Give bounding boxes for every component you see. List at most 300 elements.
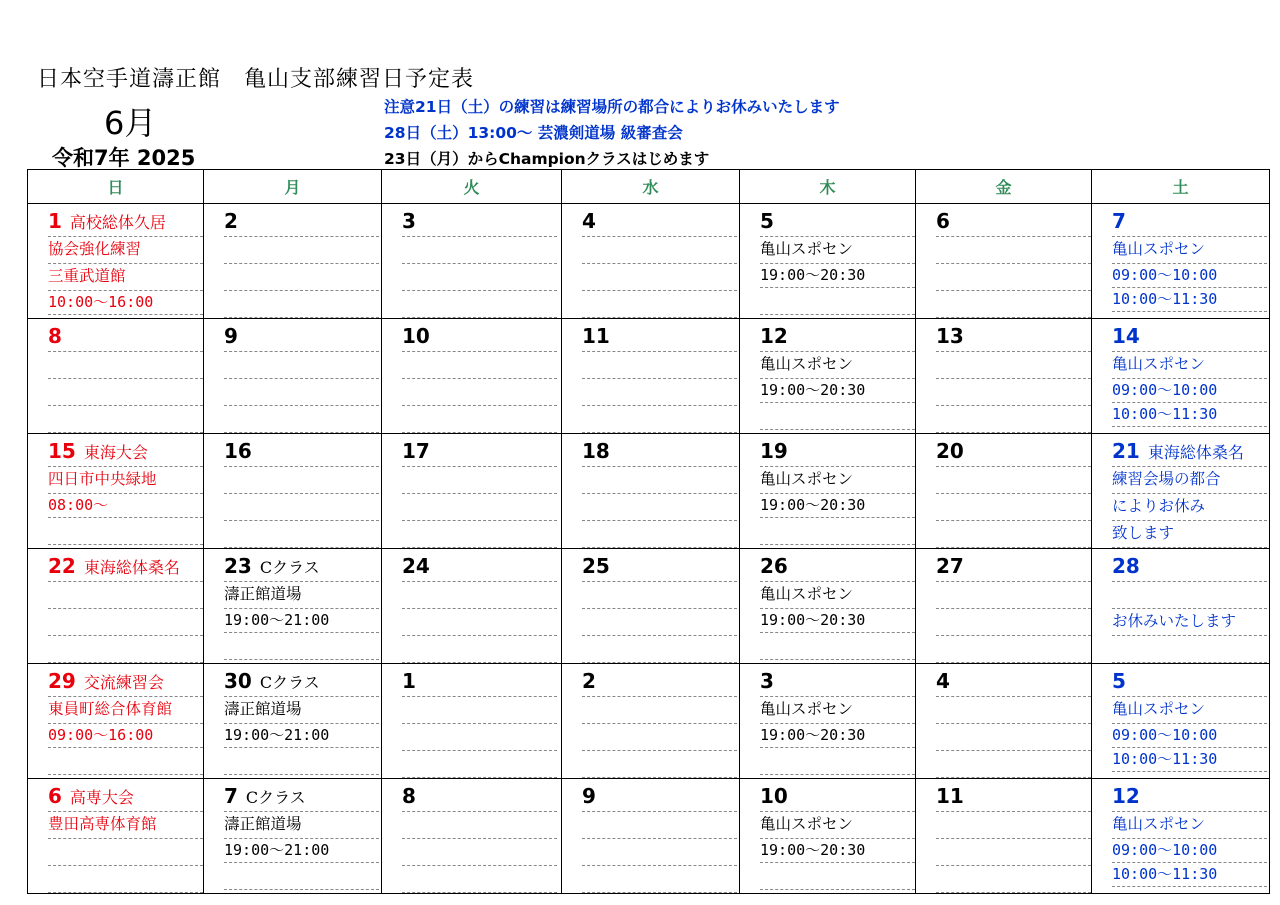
cell-header	[1112, 323, 1267, 352]
day-number: 4	[582, 209, 596, 233]
schedule-line	[224, 521, 379, 548]
day-number: 19	[760, 439, 788, 463]
cell-content	[382, 664, 561, 778]
cell-content	[1092, 549, 1269, 663]
day-number: 12	[1112, 784, 1140, 808]
calendar-cell-thu	[740, 204, 916, 319]
schedule-line	[582, 609, 737, 636]
schedule-line	[224, 863, 379, 890]
month-label: 6月	[104, 104, 157, 142]
weekday-thu: 木	[740, 170, 916, 204]
cell-header	[402, 668, 557, 697]
day-number: 30	[224, 669, 252, 693]
day-number: 1	[48, 209, 62, 233]
schedule-line	[48, 609, 203, 636]
schedule-line	[402, 582, 557, 609]
schedule-line	[936, 494, 1091, 521]
cell-header	[224, 438, 379, 467]
cell-content	[28, 549, 203, 663]
schedule-line: 亀山スポセン	[1112, 352, 1267, 379]
cell-header	[224, 323, 379, 352]
schedule-line: 東員町総合体育館	[48, 697, 203, 724]
schedule-line: 濤正館道場	[224, 697, 379, 724]
cell-header	[1112, 553, 1267, 582]
week-row	[28, 549, 1270, 664]
schedule-line	[582, 237, 737, 264]
cell-header	[402, 208, 557, 237]
schedule-line	[582, 636, 737, 663]
schedule-line	[582, 582, 737, 609]
cell-header	[1112, 668, 1267, 697]
era-year-label: 令和7年 2025	[52, 146, 196, 170]
schedule-line	[402, 379, 557, 406]
day-number: 25	[582, 554, 610, 578]
schedule-line: 19:00～20:30	[760, 379, 915, 403]
calendar-cell-mon	[204, 319, 382, 434]
cell-header	[582, 323, 737, 352]
schedule-line	[224, 748, 379, 775]
day-number: 11	[582, 324, 610, 348]
calendar-cell-mon	[204, 549, 382, 664]
cell-content	[204, 664, 381, 775]
day-number: 11	[936, 784, 964, 808]
schedule-line	[582, 866, 737, 893]
calendar-cell-mon	[204, 664, 382, 779]
calendar-cell-thu	[740, 779, 916, 894]
schedule-line	[224, 237, 379, 264]
cell-content	[740, 319, 915, 430]
cell-header	[1112, 208, 1267, 237]
schedule-line: 濤正館道場	[224, 812, 379, 839]
notice-line-3: 23日（月）からChampionクラスはじめます	[384, 150, 710, 168]
schedule-line	[402, 237, 557, 264]
day-number: 5	[760, 209, 774, 233]
calendar-cell-tue	[382, 664, 562, 779]
schedule-line	[48, 866, 203, 893]
calendar-cell-wed	[562, 319, 740, 434]
calendar-cell-thu	[740, 549, 916, 664]
cell-content	[382, 779, 561, 893]
schedule-line	[582, 406, 737, 433]
cell-content	[1092, 204, 1269, 312]
cell-content	[916, 549, 1091, 663]
schedule-line	[224, 494, 379, 521]
cell-header	[48, 208, 203, 237]
schedule-line	[582, 521, 737, 548]
cell-content	[28, 434, 203, 545]
cell-header	[402, 553, 557, 582]
cell-content	[562, 549, 739, 663]
cell-content	[916, 779, 1091, 893]
calendar-cell-sat	[1092, 549, 1270, 664]
schedule-line	[582, 467, 737, 494]
page-title: 日本空手道濤正館 亀山支部練習日予定表	[37, 67, 475, 92]
cell-content	[382, 319, 561, 433]
cell-header	[936, 208, 1091, 237]
calendar-cell-mon	[204, 779, 382, 894]
event-tag: Cクラス	[259, 558, 320, 577]
calendar-cell-wed	[562, 664, 740, 779]
cell-content	[916, 204, 1091, 318]
cell-content	[382, 434, 561, 548]
day-number: 26	[760, 554, 788, 578]
schedule-line	[936, 751, 1091, 778]
weekday-fri: 金	[916, 170, 1092, 204]
cell-header	[760, 208, 915, 237]
day-number: 12	[760, 324, 788, 348]
cell-content	[382, 549, 561, 663]
schedule-line	[936, 866, 1091, 893]
calendar-cell-tue	[382, 204, 562, 319]
day-number: 3	[760, 669, 774, 693]
cell-content	[1092, 319, 1269, 427]
cell-content	[740, 664, 915, 775]
day-number: 22	[48, 554, 76, 578]
event-tag: Cクラス	[245, 788, 306, 807]
schedule-line: 濤正館道場	[224, 582, 379, 609]
cell-content	[562, 204, 739, 318]
schedule-line	[48, 518, 203, 545]
cell-header	[582, 668, 737, 697]
schedule-line	[936, 812, 1091, 839]
cell-content	[916, 319, 1091, 433]
cell-content	[562, 434, 739, 548]
cell-content	[740, 204, 915, 315]
day-number: 28	[1112, 554, 1140, 578]
schedule-line: 練習会場の都合	[1112, 467, 1267, 494]
cell-header	[48, 783, 203, 812]
cell-header	[1112, 438, 1267, 467]
cell-content	[28, 319, 203, 433]
event-tag: 高校総体久居	[69, 213, 166, 232]
schedule-line	[936, 264, 1091, 291]
schedule-line: によりお休み	[1112, 494, 1267, 521]
calendar-cell-tue	[382, 319, 562, 434]
schedule-line: 19:00～20:30	[760, 839, 915, 863]
calendar-cell-fri	[916, 664, 1092, 779]
day-number: 4	[936, 669, 950, 693]
event-tag: 東海総体桑名	[1147, 443, 1244, 462]
day-number: 16	[224, 439, 252, 463]
cell-header	[224, 783, 379, 812]
schedule-line	[402, 494, 557, 521]
day-number: 1	[402, 669, 416, 693]
cell-content	[204, 434, 381, 548]
schedule-line	[48, 406, 203, 433]
cell-content	[562, 319, 739, 433]
schedule-line: 致します	[1112, 521, 1267, 548]
schedule-line	[760, 518, 915, 545]
schedule-line: 亀山スポセン	[1112, 237, 1267, 264]
cell-header	[760, 668, 915, 697]
schedule-line: 10:00～11:30	[1112, 288, 1267, 312]
day-number: 9	[224, 324, 238, 348]
day-number: 10	[760, 784, 788, 808]
schedule-line: 亀山スポセン	[1112, 697, 1267, 724]
cell-header	[582, 438, 737, 467]
schedule-line: 09:00～10:00	[1112, 379, 1267, 403]
schedule-line	[936, 521, 1091, 548]
week-row	[28, 319, 1270, 434]
day-number: 14	[1112, 324, 1140, 348]
cell-content	[1092, 664, 1269, 772]
day-number: 13	[936, 324, 964, 348]
day-number: 18	[582, 439, 610, 463]
day-number: 24	[402, 554, 430, 578]
calendar-cell-fri	[916, 204, 1092, 319]
schedule-line: 10:00～16:00	[48, 291, 203, 315]
schedule-line: 10:00～11:30	[1112, 748, 1267, 772]
schedule-line: 19:00～21:00	[224, 609, 379, 633]
schedule-line: 協会強化練習	[48, 237, 203, 264]
schedule-line: 19:00～20:30	[760, 609, 915, 633]
schedule-line: 三重武道館	[48, 264, 203, 291]
day-number: 8	[48, 324, 62, 348]
weekday-tue: 火	[382, 170, 562, 204]
schedule-line	[760, 748, 915, 775]
day-number: 29	[48, 669, 76, 693]
schedule-line	[936, 609, 1091, 636]
cell-content	[382, 204, 561, 318]
schedule-line	[582, 352, 737, 379]
day-number: 7	[1112, 209, 1126, 233]
schedule-line	[936, 697, 1091, 724]
calendar-cell-mon	[204, 434, 382, 549]
event-tag: 東海大会	[83, 443, 148, 462]
day-number: 20	[936, 439, 964, 463]
schedule-line: 10:00～11:30	[1112, 403, 1267, 427]
cell-header	[1112, 783, 1267, 812]
weekday-header-row	[28, 170, 1270, 204]
schedule-line	[224, 467, 379, 494]
schedule-line: 08:00～	[48, 494, 203, 518]
schedule-line	[48, 839, 203, 866]
calendar-cell-tue	[382, 779, 562, 894]
cell-content	[562, 779, 739, 893]
schedule-line	[1112, 636, 1267, 663]
calendar-cell-wed	[562, 204, 740, 319]
cell-header	[402, 438, 557, 467]
cell-content	[562, 664, 739, 778]
schedule-line	[402, 406, 557, 433]
calendar-cell-fri	[916, 434, 1092, 549]
cell-header	[582, 783, 737, 812]
cell-header	[224, 208, 379, 237]
weekday-sun: 日	[28, 170, 204, 204]
schedule-line: 19:00～20:30	[760, 724, 915, 748]
schedule-line: 09:00～10:00	[1112, 724, 1267, 748]
schedule-line	[402, 636, 557, 663]
calendar-cell-tue	[382, 549, 562, 664]
cell-header	[936, 553, 1091, 582]
schedule-line	[224, 291, 379, 318]
event-tag: 交流練習会	[83, 673, 164, 692]
calendar-cell-sun	[28, 549, 204, 664]
schedule-line	[402, 609, 557, 636]
schedule-line	[582, 751, 737, 778]
cell-header	[936, 668, 1091, 697]
cell-content	[1092, 779, 1269, 887]
cell-header	[48, 323, 203, 352]
schedule-line	[224, 379, 379, 406]
schedule-line	[402, 839, 557, 866]
week-row	[28, 204, 1270, 319]
schedule-line	[402, 264, 557, 291]
schedule-line	[760, 863, 915, 890]
day-number: 2	[224, 209, 238, 233]
week-row	[28, 779, 1270, 894]
schedule-line	[936, 352, 1091, 379]
cell-header	[936, 783, 1091, 812]
schedule-calendar	[27, 169, 1270, 894]
schedule-line	[582, 839, 737, 866]
schedule-line	[936, 839, 1091, 866]
cell-header	[582, 553, 737, 582]
schedule-line	[48, 748, 203, 775]
schedule-line	[936, 237, 1091, 264]
schedule-line	[936, 467, 1091, 494]
day-number: 7	[224, 784, 238, 808]
cell-content	[740, 779, 915, 890]
cell-header	[936, 438, 1091, 467]
notice-line-1: 注意21日（土）の練習は練習場所の都合によりお休みいたします	[384, 98, 840, 116]
schedule-line	[224, 352, 379, 379]
calendar-cell-sun	[28, 204, 204, 319]
schedule-line: 四日市中央緑地	[48, 467, 203, 494]
calendar-cell-sun	[28, 434, 204, 549]
schedule-line	[582, 494, 737, 521]
schedule-line	[760, 288, 915, 315]
schedule-line	[760, 403, 915, 430]
schedule-line	[582, 812, 737, 839]
calendar-cell-sat	[1092, 204, 1270, 319]
weekday-sat: 土	[1092, 170, 1270, 204]
schedule-line	[1112, 582, 1267, 609]
cell-content	[916, 664, 1091, 778]
day-number: 17	[402, 439, 430, 463]
day-number: 15	[48, 439, 76, 463]
calendar-cell-sat	[1092, 664, 1270, 779]
cell-content	[28, 204, 203, 315]
day-number: 10	[402, 324, 430, 348]
day-number: 9	[582, 784, 596, 808]
schedule-line: 19:00～20:30	[760, 494, 915, 518]
weekday-wed: 水	[562, 170, 740, 204]
schedule-line: 亀山スポセン	[760, 467, 915, 494]
schedule-line	[582, 697, 737, 724]
schedule-line	[402, 467, 557, 494]
calendar-body	[28, 204, 1270, 894]
calendar-cell-thu	[740, 434, 916, 549]
cell-header	[760, 783, 915, 812]
schedule-line	[936, 406, 1091, 433]
calendar-cell-thu	[740, 664, 916, 779]
schedule-line	[582, 724, 737, 751]
schedule-line	[936, 379, 1091, 406]
calendar-cell-thu	[740, 319, 916, 434]
day-number: 23	[224, 554, 252, 578]
schedule-line	[582, 264, 737, 291]
schedule-line	[402, 521, 557, 548]
schedule-line: 亀山スポセン	[760, 237, 915, 264]
schedule-line: 亀山スポセン	[760, 812, 915, 839]
schedule-line	[936, 582, 1091, 609]
schedule-line: お休みいたします	[1112, 609, 1267, 636]
schedule-line	[48, 582, 203, 609]
cell-header	[760, 553, 915, 582]
cell-content	[204, 549, 381, 660]
schedule-line: 亀山スポセン	[760, 697, 915, 724]
cell-header	[224, 553, 379, 582]
schedule-line: 19:00～20:30	[760, 264, 915, 288]
calendar-cell-sat	[1092, 434, 1270, 549]
schedule-line: 19:00～21:00	[224, 839, 379, 863]
schedule-line: 19:00～21:00	[224, 724, 379, 748]
cell-header	[760, 323, 915, 352]
week-row	[28, 434, 1270, 549]
schedule-line: 09:00～10:00	[1112, 264, 1267, 288]
schedule-line	[48, 636, 203, 663]
schedule-line: 10:00～11:30	[1112, 863, 1267, 887]
schedule-line	[402, 697, 557, 724]
cell-content	[28, 664, 203, 775]
day-number: 8	[402, 784, 416, 808]
cell-content	[204, 779, 381, 890]
cell-header	[936, 323, 1091, 352]
day-number: 6	[48, 784, 62, 808]
calendar-cell-tue	[382, 434, 562, 549]
day-number: 5	[1112, 669, 1126, 693]
schedule-line: 亀山スポセン	[760, 352, 915, 379]
cell-content	[916, 434, 1091, 548]
notice-line-2: 28日（土）13:00～ 芸濃剣道場 級審査会	[384, 124, 683, 142]
cell-content	[28, 779, 203, 893]
cell-header	[48, 553, 203, 582]
day-number: 27	[936, 554, 964, 578]
calendar-cell-sat	[1092, 779, 1270, 894]
schedule-line: 09:00～16:00	[48, 724, 203, 748]
cell-content	[740, 434, 915, 545]
schedule-line	[402, 352, 557, 379]
schedule-line	[402, 724, 557, 751]
schedule-line: 亀山スポセン	[760, 582, 915, 609]
day-number: 2	[582, 669, 596, 693]
day-number: 6	[936, 209, 950, 233]
schedule-line: 豊田高専体育館	[48, 812, 203, 839]
calendar-cell-fri	[916, 319, 1092, 434]
calendar-cell-wed	[562, 779, 740, 894]
schedule-line	[936, 636, 1091, 663]
cell-header	[402, 783, 557, 812]
schedule-line	[402, 866, 557, 893]
schedule-line	[760, 633, 915, 660]
cell-content	[1092, 434, 1269, 548]
calendar-cell-sun	[28, 319, 204, 434]
event-tag: Cクラス	[259, 673, 320, 692]
cell-header	[760, 438, 915, 467]
cell-content	[204, 204, 381, 318]
schedule-line	[402, 751, 557, 778]
schedule-line	[936, 291, 1091, 318]
calendar-cell-fri	[916, 779, 1092, 894]
day-number: 21	[1112, 439, 1140, 463]
weekday-mon: 月	[204, 170, 382, 204]
cell-header	[402, 323, 557, 352]
schedule-line	[582, 379, 737, 406]
schedule-line	[582, 291, 737, 318]
event-tag: 東海総体桑名	[83, 558, 180, 577]
cell-content	[204, 319, 381, 433]
